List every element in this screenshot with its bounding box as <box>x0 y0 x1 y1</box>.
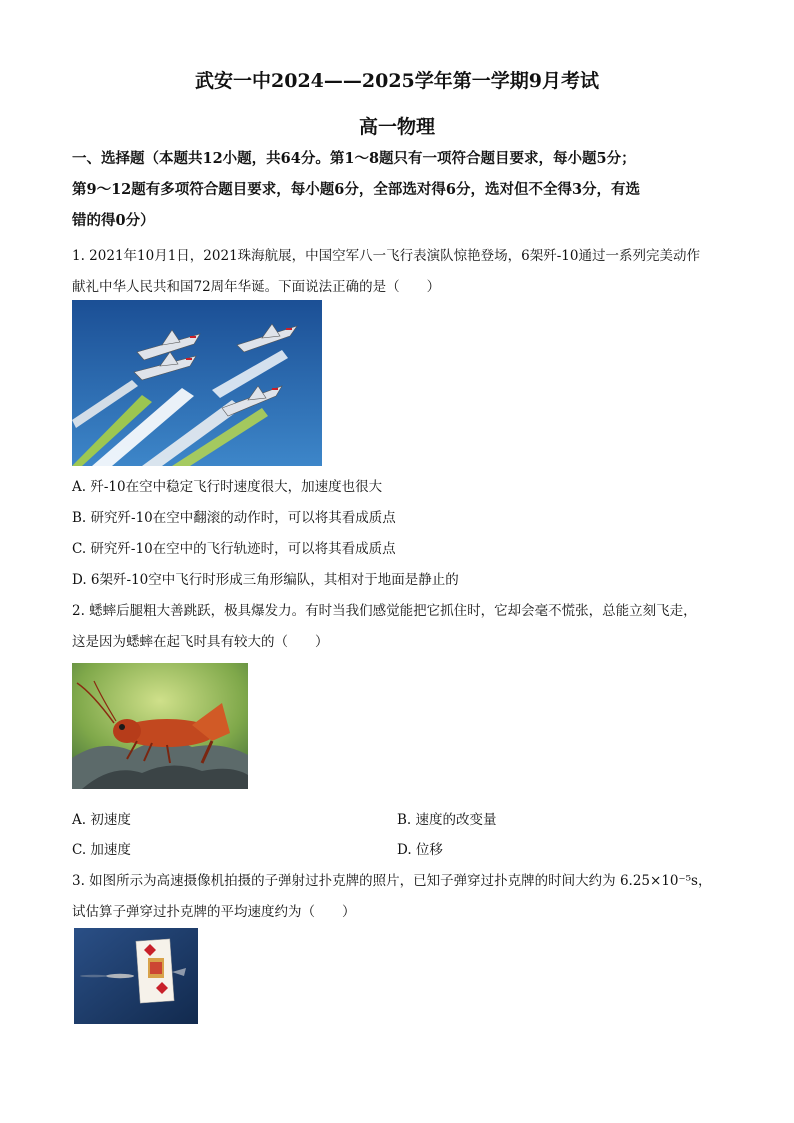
q2-option-a[interactable]: A. 初速度 <box>72 812 131 828</box>
q1-option-d[interactable]: D. 6架歼-10空中飞行时形成三角形编队，其相对于地面是静止的 <box>72 572 459 588</box>
exam-title: 武安一中2024——2025学年第一学期9月考试 <box>195 70 599 92</box>
section-instructions <box>72 143 732 236</box>
q2-option-b[interactable]: B. 速度的改变量 <box>397 812 497 828</box>
q2-stem-line-1: 2. 蟋蟀后腿粗大善跳跃，极具爆发力。有时当我们感觉能把它抓住时，它却会毫不慌张，总能立刻飞走， <box>72 603 697 619</box>
bullet-card-photo <box>74 928 198 1024</box>
cricket-photo <box>72 663 248 789</box>
exam-subtitle: 高一物理 <box>358 116 435 138</box>
section-line-1: 一、选择题（本题共12小题，共64分。第1～8题只有一项符合题目要求，每小题5分； <box>72 150 636 167</box>
q3-stem-line-2: 试估算子弹穿过扑克牌的平均速度约为（ ） <box>72 904 356 920</box>
q1-option-c[interactable]: C. 研究歼-10在空中的飞行轨迹时，可以将其看成质点 <box>72 541 396 557</box>
q1-stem-line-1: 1. 2021年10月1日，2021珠海航展，中国空军八一飞行表演队惊艳登场，6架歼-10通过一系列完美动作 <box>72 248 700 264</box>
jets-photo <box>72 300 322 466</box>
q2-stem-line-2: 这是因为蟋蟀在起飞时具有较大的（ ） <box>72 634 329 650</box>
q2-option-c[interactable]: C. 加速度 <box>72 842 131 858</box>
q1-option-a[interactable]: A. 歼-10在空中稳定飞行时速度很大，加速度也很大 <box>72 479 383 495</box>
q2-option-d[interactable]: D. 位移 <box>397 842 443 858</box>
section-line-3: 错的得0分） <box>72 212 155 229</box>
q1-option-b[interactable]: B. 研究歼-10在空中翻滚的动作时，可以将其看成质点 <box>72 510 396 526</box>
section-line-2: 第9～12题有多项符合题目要求，每小题6分，全部选对得6分，选对但不全得3分，有选 <box>72 181 641 198</box>
q1-stem-line-2: 献礼中华人民共和国72周年华诞。下面说法正确的是（ ） <box>72 279 441 295</box>
q3-stem-line-1: 3. 如图所示为高速摄像机拍摄的子弹射过扑克牌的照片，已知子弹穿过扑克牌的时间大约为 6.25×10⁻⁵s， <box>72 873 712 889</box>
